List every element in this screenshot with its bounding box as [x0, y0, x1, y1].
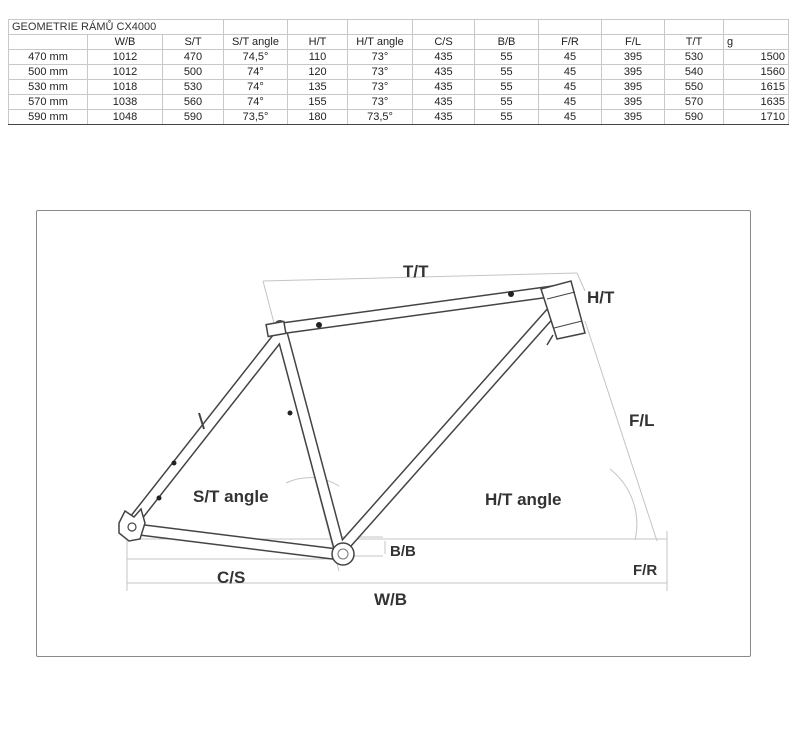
frame-drawing	[37, 211, 750, 656]
table-cell: 435	[413, 50, 475, 65]
bottom-bracket	[332, 543, 354, 565]
table-cell: 55	[475, 80, 539, 95]
label-wheelbase: W/B	[374, 590, 408, 609]
table-cell: 1615	[724, 80, 789, 95]
header-cell: H/T	[288, 35, 348, 50]
table-cell: 1038	[88, 95, 163, 110]
table-cell: 45	[539, 50, 602, 65]
table-cell: 1710	[724, 110, 789, 125]
table-cell: 45	[539, 65, 602, 80]
table-cell: 180	[288, 110, 348, 125]
table-cell: 73°	[348, 80, 413, 95]
label-head-tube: H/T	[587, 288, 615, 307]
table-cell: 500	[163, 65, 224, 80]
frame-geometry-diagram	[36, 210, 751, 657]
table-cell: 120	[288, 65, 348, 80]
table-cell: 550	[665, 80, 724, 95]
table-cell: 435	[413, 65, 475, 80]
header-cell: B/B	[475, 35, 539, 50]
table-cell: 74°	[224, 95, 288, 110]
table-cell: 45	[539, 110, 602, 125]
label-fork-length: F/L	[629, 411, 655, 430]
table-cell: 155	[288, 95, 348, 110]
table-cell: 590	[665, 110, 724, 125]
header-cell: C/S	[413, 35, 475, 50]
table-cell: 74°	[224, 65, 288, 80]
table-cell: 540	[665, 65, 724, 80]
label-top-tube: T/T	[403, 262, 429, 281]
table-cell: 55	[475, 50, 539, 65]
table-cell: 1500	[724, 50, 789, 65]
table-cell: 570 mm	[9, 95, 88, 110]
table-cell: 435	[413, 80, 475, 95]
table-row	[9, 80, 789, 95]
table-cell: 74,5°	[224, 50, 288, 65]
table-row	[9, 65, 789, 80]
table-cell: 530	[163, 80, 224, 95]
table-cell: 435	[413, 110, 475, 125]
table-cell: 395	[602, 110, 665, 125]
table-cell: 1012	[88, 50, 163, 65]
table-cell: 73°	[348, 95, 413, 110]
geometry-table	[8, 19, 789, 125]
table-cell: 55	[475, 110, 539, 125]
table-cell: 110	[288, 50, 348, 65]
table-cell: 530	[665, 50, 724, 65]
table-cell: 45	[539, 95, 602, 110]
seat-collar	[266, 322, 286, 337]
header-cell: H/T angle	[348, 35, 413, 50]
table-cell: 55	[475, 95, 539, 110]
table-cell: 395	[602, 65, 665, 80]
table-cell: 470	[163, 50, 224, 65]
header-cell: F/R	[539, 35, 602, 50]
header-cell: T/T	[665, 35, 724, 50]
label-bb-drop: B/B	[390, 543, 416, 560]
table-cell: 135	[288, 80, 348, 95]
table-cell: 570	[665, 95, 724, 110]
table-cell: 1048	[88, 110, 163, 125]
table-cell: 55	[475, 65, 539, 80]
table-cell: 395	[602, 80, 665, 95]
table-cell: 1560	[724, 65, 789, 80]
table-cell: 470 mm	[9, 50, 88, 65]
label-fork-rake: F/R	[633, 562, 658, 579]
table-cell: 500 mm	[9, 65, 88, 80]
header-cell: S/T angle	[224, 35, 288, 50]
header-cell: F/L	[602, 35, 665, 50]
frame-tubes	[132, 291, 557, 554]
table-cell: 590 mm	[9, 110, 88, 125]
table-cell: 395	[602, 50, 665, 65]
table-cell: 1635	[724, 95, 789, 110]
table-header-row	[9, 35, 789, 50]
table-cell: 590	[163, 110, 224, 125]
table-cell: 530 mm	[9, 80, 88, 95]
table-row	[9, 110, 789, 125]
table-cell: 74°	[224, 80, 288, 95]
table-title: GEOMETRIE RÁMŮ CX4000	[9, 20, 224, 35]
table-title-row	[9, 20, 789, 35]
label-seat-tube-angle: S/T angle	[193, 487, 269, 506]
table-cell: 395	[602, 95, 665, 110]
table-cell: 45	[539, 80, 602, 95]
header-cell: S/T	[163, 35, 224, 50]
header-cell: g	[724, 35, 789, 50]
label-chainstay: C/S	[217, 568, 246, 587]
table-cell: 73,5°	[348, 110, 413, 125]
header-cell	[9, 35, 88, 50]
table-cell: 1012	[88, 65, 163, 80]
table-cell: 73°	[348, 50, 413, 65]
table-row	[9, 50, 789, 65]
table-cell: 560	[163, 95, 224, 110]
label-head-tube-angle: H/T angle	[485, 490, 562, 509]
table-cell: 435	[413, 95, 475, 110]
table-cell: 73°	[348, 65, 413, 80]
header-cell: W/B	[88, 35, 163, 50]
table-cell: 1018	[88, 80, 163, 95]
table-row	[9, 95, 789, 110]
table-cell: 73,5°	[224, 110, 288, 125]
